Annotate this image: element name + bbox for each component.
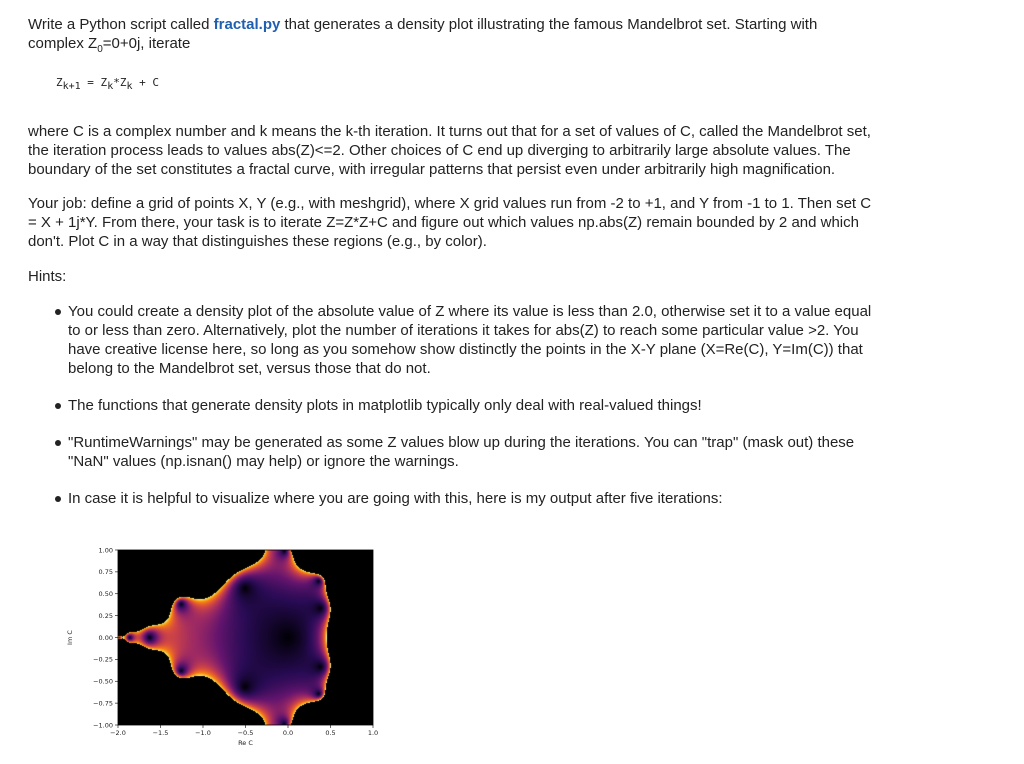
hint-item <box>28 433 943 471</box>
y-tick-label: 0.50 <box>98 590 113 599</box>
hint-line: The functions that generate density plots in matplotlib typically only deal with real-valued things! <box>68 397 702 414</box>
x-tick-label: 1.0 <box>367 729 379 737</box>
mandelbrot-plot <box>58 538 388 756</box>
y-tick-label: −0.25 <box>93 655 113 664</box>
hint-line: have creative license here, so long as you somehow show distinctly the points in the X-Y plane (X=Re(C), Y=Im(C)) that <box>68 341 863 358</box>
hints-label: Hints: <box>28 268 67 285</box>
y-tick-label: 0.25 <box>98 611 113 620</box>
y-tick-label: −0.75 <box>93 699 113 708</box>
hint-item <box>28 396 943 415</box>
hint-line: to or less than zero. Alternatively, plot the number of iterations it takes for abs(Z) to reach some particular value >2. You <box>68 322 859 339</box>
x-tick-label: −1.0 <box>195 729 211 737</box>
filename-highlight: fractal.py <box>213 16 281 33</box>
iteration-formula: $Z_{k+1} = Z_k*Z_k + C$ <box>56 76 159 93</box>
hint-line: belong to the Mandelbrot set, versus those that do not. <box>68 360 431 377</box>
y-tick-label: 0.75 <box>98 568 113 577</box>
hint-line: In case it is helpful to visualize where you are going with this, here is my output after five iterations: <box>68 490 723 507</box>
hints-list <box>28 302 943 508</box>
x-tick-label: −1.5 <box>152 729 169 737</box>
description-paragraph: where C is a complex number and k means the k-th iteration. It turns out that for a set of values of C, called the Mandelbrot set, the iteration process leads to values abs(Z)<=2. Other choices of C end up diverging to arbitrarily large absolute values. The boundary of the set constitutes a fractal curve, with irregular patterns that persist even under arbitrarily high magnification. <box>28 123 871 178</box>
hint-item <box>28 302 943 378</box>
y-axis-label: Im C <box>66 630 74 645</box>
x-axis-label: Re C <box>238 739 253 747</box>
hint-line: "RuntimeWarnings" may be generated as some Z values blow up during the iterations. You can "trap" (mask out) these <box>68 434 855 451</box>
y-tick-label: −0.50 <box>93 677 113 686</box>
bullet-dot <box>55 403 61 409</box>
y-tick-label: 1.00 <box>98 546 113 555</box>
bullet-dot <box>55 440 61 446</box>
hint-line: You could create a density plot of the absolute value of Z where its value is less than 2.0, otherwise set it to a value equal <box>68 303 872 320</box>
intro-paragraph: Write a Python script called fractal.py that generates a density plot illustrating the famous Mandelbrot set. Starting with complex $Z_0=0+0j$, iterate <box>28 16 818 55</box>
y-tick-label: −1.00 <box>93 721 113 730</box>
bullet-dot <box>55 309 61 315</box>
x-tick-label: −2.0 <box>110 729 126 737</box>
mandelbrot-density-image <box>118 550 373 725</box>
x-tick-label: 0.0 <box>282 729 294 737</box>
bullet-dot <box>55 496 61 502</box>
x-tick-label: 0.5 <box>325 729 336 737</box>
hint-item <box>28 489 943 508</box>
y-tick-label: 0.00 <box>98 633 113 642</box>
hint-line: "NaN" values (np.isnan() may help) or ignore the warnings. <box>68 453 459 470</box>
task-paragraph: Your job: define a grid of points X, Y (e.g., with meshgrid), where X grid values run from -2 to +1, and Y from -1 to 1. Then set C = X + 1j*Y. From there, your task is to iterate Z=Z*Z+C and figure out which values np.abs(Z) remain bounded by 2 and which don't. Plot C in a way that distinguishes these regions (e.g., by color). <box>28 195 872 250</box>
x-tick-label: −0.5 <box>237 729 254 737</box>
